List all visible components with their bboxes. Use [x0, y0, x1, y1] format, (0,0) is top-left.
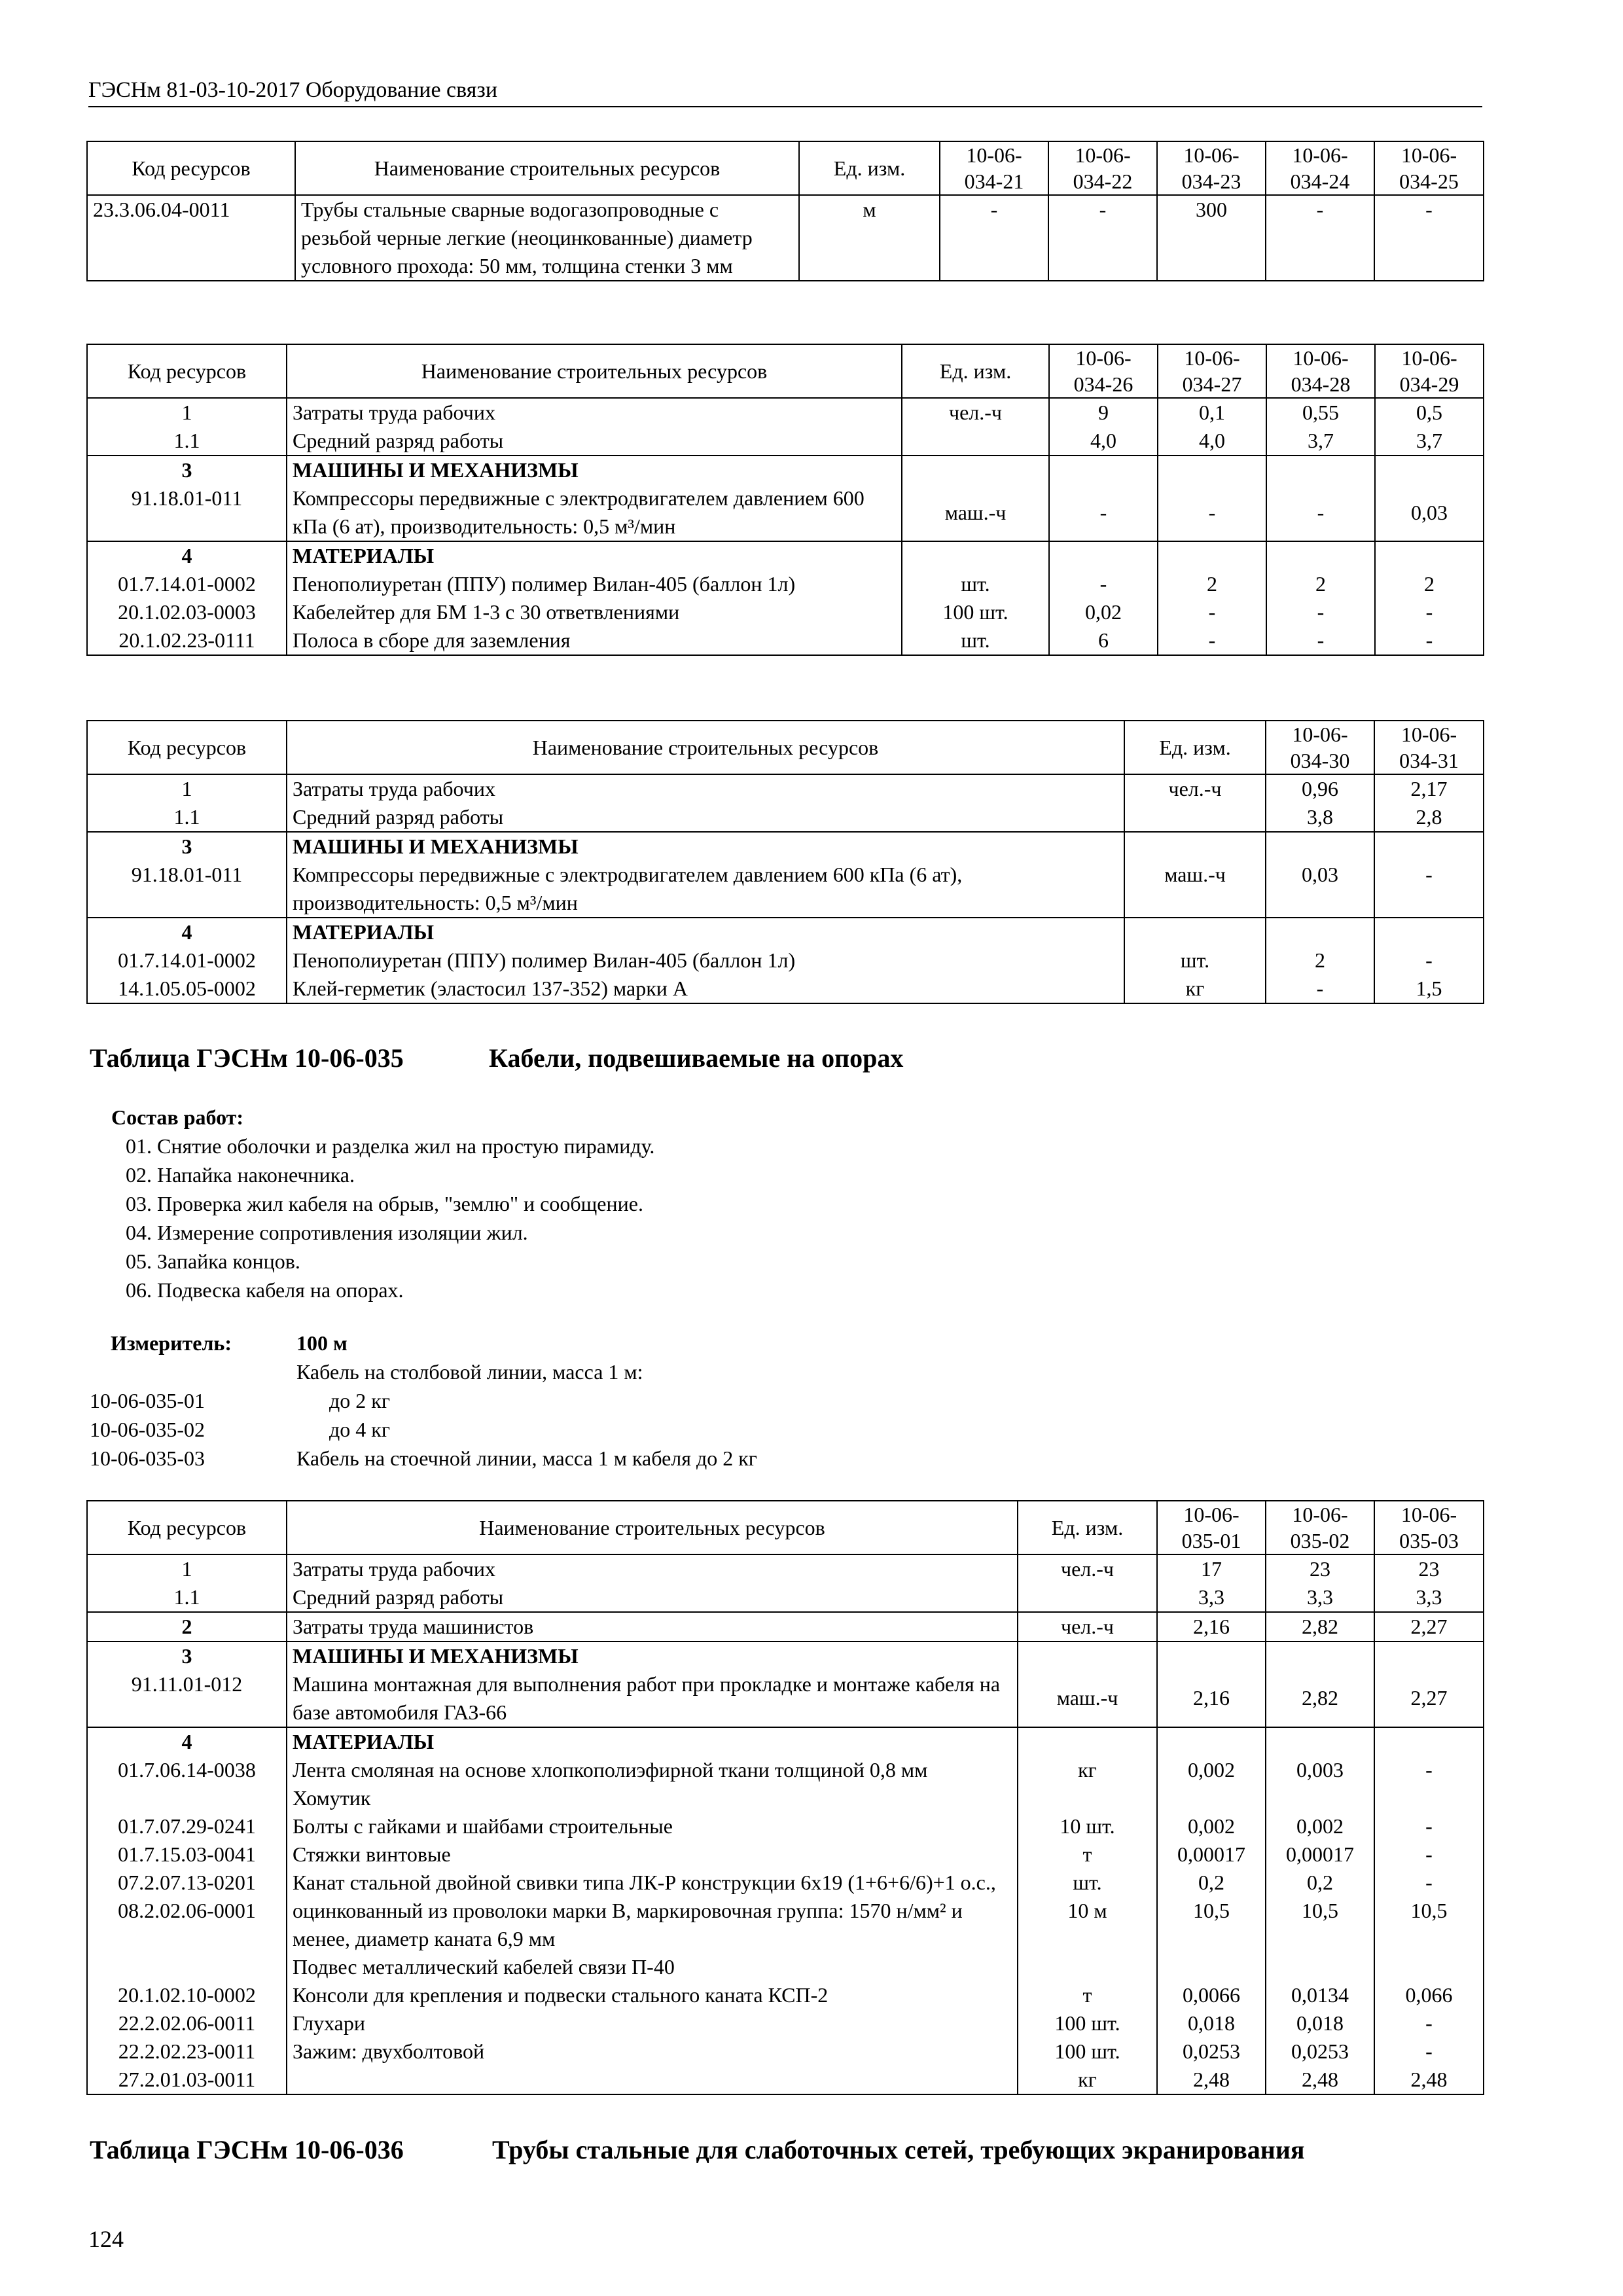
- resource-value: 0,002: [1188, 1758, 1235, 1782]
- resource-value: 0,002: [1296, 1814, 1344, 1838]
- resource-code: 91.11.01-012: [131, 1672, 243, 1696]
- resource-value: -: [1425, 1871, 1433, 1894]
- resource-name: Затраты труда рабочих: [287, 398, 902, 427]
- table-number: Таблица ГЭСНм 10-06-036: [90, 2135, 404, 2164]
- resource-name: Затраты труда рабочих: [293, 777, 495, 800]
- resource-code: 01.7.07.29-0241: [118, 1814, 256, 1838]
- col-header: 10-06- 034-31: [1374, 721, 1484, 774]
- resource-name: Глухари: [293, 2011, 365, 2035]
- section-number: 4: [181, 920, 192, 944]
- resource-value-cell: [1266, 541, 1375, 655]
- table-row: [87, 398, 1484, 427]
- resource-unit: 100 шт.: [1054, 2011, 1120, 2035]
- resource-name: Машина монтажная для выполнения работ при прокладке и монтаже кабеля на базе автомобиля ГАЗ-66: [293, 1672, 1001, 1724]
- resource-value: 0,03: [1375, 456, 1484, 541]
- section-name: [287, 1727, 1018, 2094]
- section-code: [87, 832, 287, 918]
- resource-value: -: [1425, 628, 1433, 652]
- section-row: [87, 541, 1484, 655]
- resource-value: 0,00017: [1177, 1842, 1245, 1866]
- resource-value: 4,0: [1049, 427, 1158, 456]
- section-code: [87, 1727, 287, 2094]
- section-number: 4: [181, 1730, 192, 1753]
- work-item: 05. Запайка концов.: [126, 1249, 300, 1273]
- section-code: [87, 918, 287, 1003]
- resource-code: 1.1: [173, 1585, 200, 1609]
- table-row: [87, 427, 1484, 456]
- resource-code: 14.1.05.05-0002: [118, 977, 256, 1000]
- resource-value: 0,018: [1296, 2011, 1344, 2035]
- measure-note: Кабель на столбовой линии, масса 1 м:: [296, 1360, 643, 1384]
- resource-name: Пенополиуретан (ППУ) полимер Вилан-405 (баллон 1л): [293, 948, 796, 972]
- resource-name-cell: [287, 1554, 1018, 1612]
- resource-unit: маш.-ч: [1124, 832, 1266, 918]
- resource-unit: [902, 427, 1049, 456]
- resource-unit: 100 шт.: [942, 600, 1008, 624]
- resource-value: 0,03: [1266, 832, 1374, 918]
- measure-text: Кабель на стоечной линии, масса 1 м кабеля до 2 кг: [296, 1446, 757, 1470]
- section-name: [287, 1641, 1018, 1727]
- resource-value: 2,16: [1157, 1641, 1266, 1727]
- resource-unit-cell: [902, 541, 1049, 655]
- resource-value: 17: [1201, 1557, 1222, 1581]
- section-name: [287, 541, 902, 655]
- resource-value-cell: [1266, 774, 1374, 832]
- resource-value: 2,8: [1416, 805, 1442, 829]
- resource-value: 0,55: [1266, 398, 1375, 427]
- work-item: 06. Подвеска кабеля на опорах.: [126, 1278, 404, 1302]
- resource-value: 0,96: [1302, 777, 1338, 800]
- resource-value: 23: [1310, 1557, 1330, 1581]
- resource-unit: маш.-ч: [902, 456, 1049, 541]
- resource-value: -: [1048, 195, 1157, 281]
- col-header: 10-06- 034-29: [1375, 344, 1484, 398]
- resource-value: -: [1425, 1758, 1433, 1782]
- col-header: 10-06- 035-03: [1374, 1501, 1484, 1554]
- table-row: [87, 195, 1484, 281]
- resource-code: 1.1: [87, 427, 287, 456]
- section-heading: МАТЕРИАЛЫ: [293, 544, 434, 567]
- resource-value: 2,16: [1157, 1612, 1266, 1641]
- resource-name: Консоли для крепления и подвески стального каната КСП-2: [293, 1983, 829, 2007]
- col-header: 10-06- 034-24: [1266, 141, 1374, 195]
- resource-table-034-26-29: [86, 344, 1484, 656]
- resource-name-cell: [287, 774, 1124, 832]
- measure-unit: 100 м: [296, 1331, 348, 1355]
- col-header: Код ресурсов: [87, 141, 295, 195]
- resource-value-cell: [1049, 541, 1158, 655]
- resource-name: Хомутик: [293, 1786, 371, 1810]
- resource-value: -: [1425, 948, 1433, 972]
- section-row: [87, 832, 1484, 918]
- resource-table-034-30-31: [86, 720, 1484, 1004]
- resource-name: Клей-герметик (эластосил 137-352) марки А: [293, 977, 688, 1000]
- resource-unit: чел.-ч: [1060, 1557, 1114, 1581]
- col-header: 10-06- 035-02: [1266, 1501, 1374, 1554]
- resource-unit: кг: [1078, 1758, 1097, 1782]
- resource-name: Пенополиуретан (ППУ) полимер Вилан-405 (баллон 1л): [293, 572, 796, 596]
- resource-unit: шт.: [961, 572, 990, 596]
- resource-unit-cell: [1018, 1554, 1157, 1612]
- resource-name: Стяжки винтовые: [293, 1842, 451, 1866]
- resource-code: 01.7.14.01-0002: [118, 572, 256, 596]
- resource-code: 20.1.02.03-0003: [118, 600, 256, 624]
- resource-name: Полоса в сборе для заземления: [293, 628, 571, 652]
- col-header: Наименование строительных ресурсов: [287, 344, 902, 398]
- resource-value: 1,5: [1416, 977, 1442, 1000]
- resource-value: 3,7: [1266, 427, 1375, 456]
- resource-name: Средний разряд работы: [287, 427, 902, 456]
- resource-value: 10,5: [1302, 1899, 1338, 1922]
- resource-value-cell: [1266, 1554, 1374, 1612]
- section-row: [87, 918, 1484, 1003]
- running-header: ГЭСНм 81-03-10-2017 Оборудование связи: [88, 77, 1482, 107]
- resource-value: 2,27: [1374, 1612, 1484, 1641]
- resource-value: -: [1425, 1842, 1433, 1866]
- col-header: 10-06- 034-27: [1158, 344, 1266, 398]
- resource-code: 91.18.01-011: [131, 863, 243, 886]
- section-number: 3: [181, 1644, 192, 1668]
- resource-value: 9: [1049, 398, 1158, 427]
- measure-code: 10-06-035-01: [90, 1389, 205, 1412]
- resource-value: 2,48: [1193, 2068, 1230, 2091]
- resource-value: -: [1049, 456, 1158, 541]
- resource-unit: чел.-ч: [1018, 1612, 1157, 1641]
- resource-value: -: [940, 195, 1048, 281]
- resource-value: -: [1425, 600, 1433, 624]
- table-header-row: [87, 1501, 1484, 1554]
- resource-code: 20.1.02.10-0002: [118, 1983, 256, 2007]
- measure-item: [90, 1386, 1071, 1415]
- resource-value-cell: [1157, 1727, 1266, 2094]
- section-code: [87, 1641, 287, 1727]
- resource-name: Болты с гайками и шайбами строительные: [293, 1814, 673, 1838]
- resource-value: 2,17: [1410, 777, 1448, 800]
- section-row: [87, 1641, 1484, 1727]
- resource-value-cell: [1374, 774, 1484, 832]
- resource-unit: 10 м: [1067, 1899, 1107, 1922]
- table-header-row: [87, 344, 1484, 398]
- resource-value: 2: [1315, 948, 1325, 972]
- resource-value: 2,82: [1266, 1641, 1374, 1727]
- resource-value: -: [1208, 628, 1216, 652]
- resource-value: -: [1425, 2039, 1433, 2063]
- section-number: 4: [181, 544, 192, 567]
- resource-value: -: [1317, 600, 1325, 624]
- section-heading: МАШИНЫ И МЕХАНИЗМЫ: [293, 834, 579, 858]
- measure-block: [90, 1329, 1071, 1473]
- resource-value: 3,3: [1307, 1585, 1333, 1609]
- table-header-row: [87, 141, 1484, 195]
- works-heading: Состав работ:: [111, 1105, 244, 1129]
- section-row: [87, 456, 1484, 541]
- resource-code: 22.2.02.06-0011: [118, 2011, 256, 2035]
- col-header: 10-06- 034-22: [1048, 141, 1157, 195]
- resource-value: 300: [1157, 195, 1266, 281]
- col-header: Код ресурсов: [87, 344, 287, 398]
- work-item: 02. Напайка наконечника.: [126, 1163, 355, 1187]
- section-heading: МАШИНЫ И МЕХАНИЗМЫ: [293, 458, 579, 482]
- resource-value: -: [1425, 2011, 1433, 2035]
- resource-value: 0,2: [1198, 1871, 1224, 1894]
- col-header: Код ресурсов: [87, 721, 287, 774]
- resource-unit: 100 шт.: [1054, 2039, 1120, 2063]
- resource-value: -: [1266, 195, 1374, 281]
- resource-value: 0,5: [1375, 398, 1484, 427]
- resource-code: 1: [181, 1557, 192, 1581]
- measure-item: [90, 1444, 1071, 1473]
- section-name: [287, 456, 902, 541]
- table-caption: Кабели, подвешиваемые на опорах: [489, 1043, 904, 1073]
- resource-value: 0,0253: [1291, 2039, 1349, 2063]
- section-heading: МАШИНЫ И МЕХАНИЗМЫ: [293, 1644, 579, 1668]
- col-header: Ед. изм.: [902, 344, 1049, 398]
- resource-unit: шт.: [961, 628, 990, 652]
- work-item: 04. Измерение сопротивления изоляции жил.: [126, 1221, 528, 1244]
- resource-value: 23: [1418, 1557, 1440, 1581]
- resource-code: 27.2.01.03-0011: [118, 2068, 256, 2091]
- resource-value: 3,7: [1375, 427, 1484, 456]
- resource-value-cell: [1375, 541, 1484, 655]
- resource-unit: маш.-ч: [1018, 1641, 1157, 1727]
- resource-code: 2: [87, 1612, 287, 1641]
- resource-value: -: [1374, 832, 1484, 918]
- resource-code-cell: [87, 1554, 287, 1612]
- resource-value-cell: [1266, 918, 1374, 1003]
- measure-text: до 4 кг: [329, 1418, 390, 1441]
- resource-code: 01.7.06.14-0038: [118, 1758, 256, 1782]
- resource-name: Средний разряд работы: [293, 805, 504, 829]
- resource-value: 0,066: [1405, 1983, 1453, 2007]
- resource-code-cell: [87, 774, 287, 832]
- resource-code: 1.1: [173, 805, 200, 829]
- table-number: Таблица ГЭСНм 10-06-035: [90, 1043, 404, 1073]
- resource-value-cell: [1157, 1554, 1266, 1612]
- resource-value: 0,0253: [1183, 2039, 1240, 2063]
- resource-value: 0,0066: [1183, 1983, 1240, 2007]
- col-header: 10-06- 034-26: [1049, 344, 1158, 398]
- resource-value: 0,00017: [1286, 1842, 1354, 1866]
- table-title-036: [90, 2134, 1305, 2166]
- resource-value: 0,02: [1085, 600, 1122, 624]
- table-row: [87, 1554, 1484, 1612]
- resource-value: 0,2: [1307, 1871, 1333, 1894]
- resource-code: 1: [181, 777, 192, 800]
- table-caption: Трубы стальные для слаботочных сетей, требующих экранирования: [492, 2135, 1305, 2164]
- resource-unit-cell: [1124, 918, 1266, 1003]
- resource-value: 3,3: [1198, 1585, 1224, 1609]
- resource-value: 10,5: [1193, 1899, 1230, 1922]
- resource-unit-cell: [1018, 1727, 1157, 2094]
- resource-value: 4,0: [1158, 427, 1266, 456]
- measure-item: [90, 1415, 1071, 1444]
- work-item: 01. Снятие оболочки и разделка жил на простую пирамиду.: [126, 1134, 655, 1158]
- resource-value: -: [1266, 456, 1375, 541]
- work-item: 03. Проверка жил кабеля на обрыв, "землю" и сообщение.: [126, 1192, 643, 1215]
- resource-value: -: [1208, 600, 1216, 624]
- resource-value-cell: [1374, 1554, 1484, 1612]
- resource-value-cell: [1266, 1727, 1374, 2094]
- col-header: Наименование строительных ресурсов: [287, 1501, 1018, 1554]
- resource-value: 2,48: [1302, 2068, 1338, 2091]
- resource-value: -: [1099, 572, 1107, 596]
- resource-value: 2: [1207, 572, 1217, 596]
- resource-unit: т: [1082, 1983, 1092, 2007]
- resource-value: 2: [1424, 572, 1435, 596]
- resource-value: 0,003: [1296, 1758, 1344, 1782]
- resource-name: Подвес металлический кабелей связи П-40: [293, 1955, 675, 1979]
- resource-unit: кг: [1185, 977, 1205, 1000]
- resource-name: Компрессоры передвижные с электродвигателем давлением 600 кПа (6 ат), производительность: 0,5 м³/мин: [293, 486, 865, 538]
- resource-name: Лента смоляная на основе хлопкополиэфирной ткани толщиной 0,8 мм: [293, 1758, 928, 1782]
- resource-unit: 10 шт.: [1060, 1814, 1115, 1838]
- col-header: Ед. изм.: [1124, 721, 1266, 774]
- measure-code: 10-06-035-02: [90, 1418, 205, 1441]
- section-name: [287, 918, 1124, 1003]
- resource-value: -: [1374, 195, 1484, 281]
- section-name: [287, 832, 1124, 918]
- table-row: [87, 774, 1484, 832]
- resource-table-034-21-25: [86, 141, 1484, 281]
- resource-code: 1: [87, 398, 287, 427]
- resource-value-cell: [1158, 541, 1266, 655]
- resource-value: -: [1317, 628, 1325, 652]
- resource-unit: чел.-ч: [1168, 777, 1222, 800]
- resource-code: 01.7.14.01-0002: [118, 948, 256, 972]
- col-header: 10-06- 034-30: [1266, 721, 1374, 774]
- table-row: [87, 1612, 1484, 1641]
- section-code: [87, 456, 287, 541]
- section-row: [87, 1727, 1484, 2094]
- resource-value: 3,8: [1307, 805, 1333, 829]
- col-header: 10-06- 034-23: [1157, 141, 1266, 195]
- resource-value: 2,82: [1266, 1612, 1374, 1641]
- resource-code: 08.2.02.06-0001: [118, 1899, 256, 1922]
- col-header: Ед. изм.: [799, 141, 940, 195]
- col-header: Наименование строительных ресурсов: [295, 141, 799, 195]
- resource-value: 6: [1098, 628, 1109, 652]
- resource-code: 01.7.15.03-0041: [118, 1842, 256, 1866]
- section-number: 3: [181, 834, 192, 858]
- resource-name: Компрессоры передвижные с электродвигателем давлением 600 кПа (6 ат), производительность: 0,5 м³/мин: [293, 863, 963, 914]
- section-number: 3: [181, 458, 192, 482]
- resource-name: Затраты труда рабочих: [293, 1557, 495, 1581]
- resource-value: -: [1425, 1814, 1433, 1838]
- resource-unit: чел.-ч: [902, 398, 1049, 427]
- resource-value: -: [1158, 456, 1266, 541]
- col-header: Код ресурсов: [87, 1501, 287, 1554]
- col-header: 10-06- 034-21: [940, 141, 1048, 195]
- resource-value: 0,002: [1188, 1814, 1235, 1838]
- col-header: 10-06- 034-28: [1266, 344, 1375, 398]
- resource-name: Зажим: двухболтовой: [293, 2039, 485, 2063]
- works-list: [111, 1103, 654, 1304]
- table-title-035: [90, 1042, 903, 1075]
- measure-text: до 2 кг: [329, 1389, 390, 1412]
- resource-unit: т: [1082, 1842, 1092, 1866]
- table-header-row: [87, 721, 1484, 774]
- resource-code: 23.3.06.04-0011: [87, 195, 295, 281]
- resource-value: 10,5: [1410, 1899, 1448, 1922]
- resource-table-035-01-03: [86, 1500, 1484, 2095]
- resource-name: Трубы стальные сварные водогазопроводные с резьбой черные легкие (неоцинкованные) диаметр условного прохода: 50 мм, толщина стенки 3 мм: [295, 195, 799, 281]
- measure-label: Измеритель:: [111, 1331, 232, 1355]
- col-header: 10-06- 034-25: [1374, 141, 1484, 195]
- section-code: [87, 541, 287, 655]
- resource-code: 91.18.01-011: [131, 486, 243, 510]
- resource-code: 07.2.07.13-0201: [118, 1871, 256, 1894]
- resource-unit: кг: [1078, 2068, 1097, 2091]
- resource-value: 0,0134: [1291, 1983, 1349, 2007]
- resource-value: 0,018: [1188, 2011, 1235, 2035]
- resource-unit: м: [799, 195, 940, 281]
- measure-code: 10-06-035-03: [90, 1446, 205, 1470]
- resource-value: 3,3: [1416, 1585, 1442, 1609]
- resource-unit: шт.: [1073, 1871, 1102, 1894]
- resource-unit: шт.: [1180, 948, 1210, 972]
- resource-code: 22.2.02.23-0011: [118, 2039, 256, 2063]
- section-heading: МАТЕРИАЛЫ: [293, 920, 434, 944]
- resource-name: Канат стальной двойной свивки типа ЛК-Р конструкции 6х19 (1+6+6/6)+1 о.с., оцинкованный из проволоки марки В, маркировочная группа: 1570 н/мм² и менее, диаметр каната 6,9 мм: [293, 1871, 996, 1950]
- resource-name: Затраты труда машинистов: [287, 1612, 1018, 1641]
- resource-value: 0,1: [1158, 398, 1266, 427]
- resource-name: Кабелейтер для БМ 1-3 с 30 ответвлениями: [293, 600, 680, 624]
- resource-unit-cell: [1124, 774, 1266, 832]
- resource-value: 2: [1315, 572, 1326, 596]
- section-heading: МАТЕРИАЛЫ: [293, 1730, 434, 1753]
- col-header: 10-06- 035-01: [1157, 1501, 1266, 1554]
- col-header: Наименование строительных ресурсов: [287, 721, 1124, 774]
- resource-value: 2,27: [1374, 1641, 1484, 1727]
- resource-value-cell: [1374, 918, 1484, 1003]
- resource-value: 2,48: [1410, 2068, 1448, 2091]
- resource-value: -: [1316, 977, 1324, 1000]
- resource-name: Средний разряд работы: [293, 1585, 504, 1609]
- page-number: 124: [88, 2226, 124, 2252]
- col-header: Ед. изм.: [1018, 1501, 1157, 1554]
- resource-value-cell: [1374, 1727, 1484, 2094]
- resource-code: 20.1.02.23-0111: [118, 628, 255, 652]
